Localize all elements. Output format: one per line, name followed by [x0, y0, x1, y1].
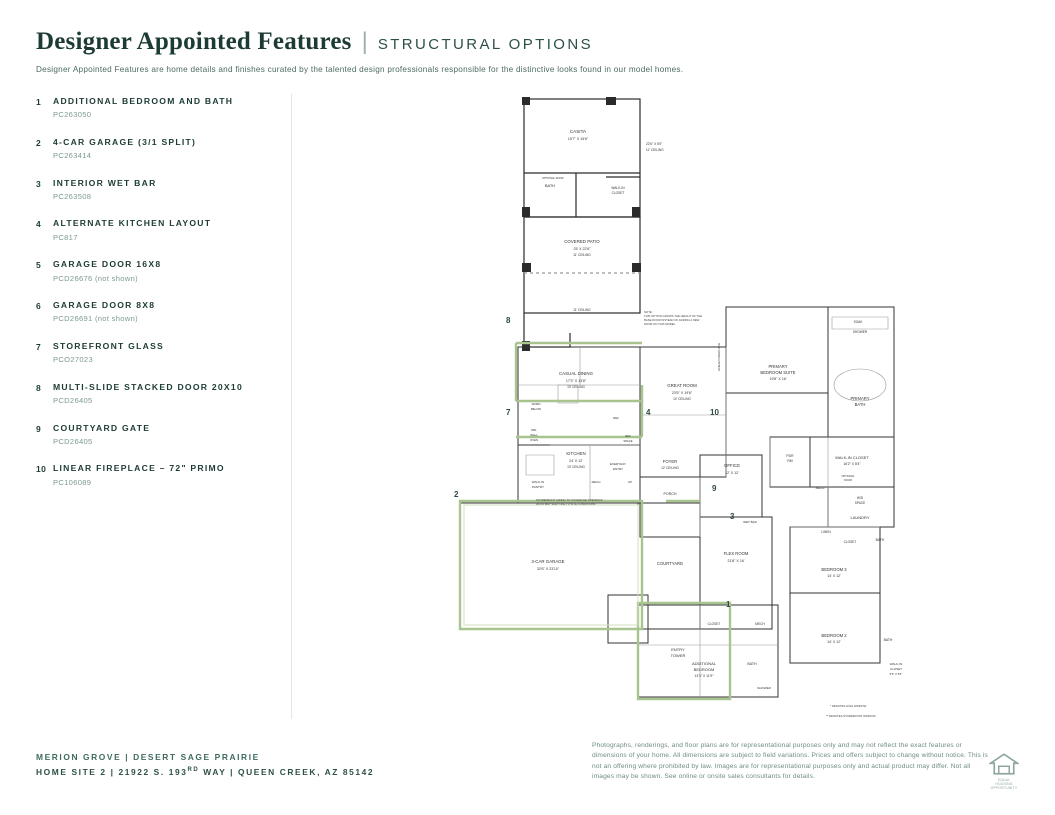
svg-text:25' X 22'6": 25' X 22'6": [573, 247, 591, 251]
svg-text:CLOSET: CLOSET: [889, 667, 903, 671]
option-name: INTERIOR WET BAR: [53, 177, 157, 188]
svg-text:BEDROOM SUITE: BEDROOM SUITE: [760, 370, 796, 375]
list-item: [36, 463, 286, 486]
svg-text:PORCH: PORCH: [663, 492, 677, 496]
svg-text:11' CEILING: 11' CEILING: [646, 148, 664, 152]
svg-text:BATH: BATH: [883, 638, 893, 642]
svg-text:DOOR ON THIS MODEL.: DOOR ON THIS MODEL.: [644, 322, 676, 326]
option-code: PC263508: [53, 191, 92, 201]
svg-text:* DENOTES HIGH WINDOW: * DENOTES HIGH WINDOW: [830, 704, 867, 708]
page-title: Designer Appointed Features: [36, 28, 352, 55]
svg-text:PRIMARY: PRIMARY: [768, 364, 788, 369]
list-item: [36, 137, 286, 160]
svg-text:PANTRY: PANTRY: [532, 485, 544, 489]
svg-text:17'3" X 13'8": 17'3" X 13'8": [565, 379, 587, 383]
footer-disclaimer: Photographs, renderings, and floor plans are for representational purposes only and may not reflect the exact features or dimensions of your home. All dimensions are subject to field variations. Prices and offers subject to change without notice. This is not an offering where prohibited by law. Images are for representational purposes only and actual product may differ. Not all images may be shown. See online or onsite sales consultants for details.: [592, 742, 988, 780]
svg-text:16'2" X 8'4": 16'2" X 8'4": [843, 462, 861, 466]
svg-text:LINEAR FIREPLACE: LINEAR FIREPLACE: [717, 342, 721, 372]
svg-text:WALK-IN: WALK-IN: [531, 480, 545, 484]
svg-text:NOTE:: NOTE:: [644, 310, 653, 314]
option-name: MULTI-SLIDE STACKED DOOR 20X10: [53, 381, 243, 392]
svg-text:9: 9: [712, 484, 717, 493]
title-row: [36, 28, 936, 56]
option-code: PC106089: [53, 477, 92, 487]
svg-text:MECH: MECH: [591, 480, 601, 484]
option-number: 8: [36, 382, 42, 393]
title-divider: |: [361, 28, 368, 55]
header-description: Designer Appointed Features are home details and finishes curated by the talented design professionals responsible for the distinctive looks found in our model homes.: [36, 65, 684, 74]
option-number: 2: [36, 137, 42, 148]
svg-text:RM: RM: [787, 459, 793, 463]
svg-text:BELOW: BELOW: [530, 407, 542, 411]
svg-text:CASUAL DINING: CASUAL DINING: [559, 371, 593, 376]
svg-text:BATH: BATH: [747, 662, 757, 666]
list-item: [36, 259, 286, 282]
svg-text:THIS OPTION GROWS THE HEIGHT O: THIS OPTION GROWS THE HEIGHT OF THE: [644, 314, 703, 318]
svg-text:12' CEILING: 12' CEILING: [661, 466, 679, 470]
svg-text:WORD: WORD: [531, 402, 541, 406]
svg-text:BEDROOM: BEDROOM: [693, 667, 715, 672]
svg-text:BEDROOM 3: BEDROOM 3: [821, 567, 847, 572]
svg-text:8: 8: [506, 316, 511, 325]
svg-text:19'8" X 16': 19'8" X 16': [769, 377, 787, 381]
option-number: 10: [36, 464, 47, 475]
svg-text:DOOR: DOOR: [844, 479, 852, 482]
svg-text:OVEN: OVEN: [530, 438, 538, 442]
svg-text:5'5" X 5'4": 5'5" X 5'4": [889, 672, 903, 676]
option-code: PCD26691 (not shown): [53, 314, 138, 324]
svg-text:11' CEILING: 11' CEILING: [573, 308, 591, 312]
svg-text:REF: REF: [613, 416, 619, 420]
option-code: PCO27023: [53, 355, 93, 365]
svg-text:SHOWER: SHOWER: [852, 330, 868, 334]
svg-text:BEDROOM 2: BEDROOM 2: [821, 633, 847, 638]
svg-text:13'3" X 11'9": 13'3" X 11'9": [694, 674, 714, 678]
option-code: PCD26676 (not shown): [53, 273, 138, 283]
option-code: PCD26405: [53, 436, 93, 446]
svg-text:STOREFRONT HIDING TO COVERAGE: STOREFRONT HIDING TO COVERAGE OPENINGS: [536, 498, 603, 502]
svg-text:COVERED PATIO: COVERED PATIO: [564, 239, 600, 244]
svg-text:11' CEILING: 11' CEILING: [573, 253, 591, 257]
option-number: 7: [36, 341, 42, 352]
house-icon: [989, 751, 1019, 777]
svg-text:23'5" X 19'6": 23'5" X 19'6": [671, 391, 693, 395]
svg-text:FLEX ROOM: FLEX ROOM: [723, 551, 749, 556]
footer-community: MERION GROVE | DESERT SAGE PRAIRIE: [36, 752, 260, 763]
svg-text:** DENOTES STOREFRONT WINDOW: ** DENOTES STOREFRONT WINDOW: [826, 714, 876, 718]
svg-text:BATH: BATH: [854, 402, 866, 407]
svg-text:OFFICE: OFFICE: [723, 463, 741, 468]
vertical-divider: [291, 94, 292, 719]
svg-text:22'6" X 5'0": 22'6" X 5'0": [646, 142, 663, 146]
list-item: [36, 178, 286, 201]
svg-text:CLOSET: CLOSET: [611, 191, 625, 195]
svg-text:CASITA: CASITA: [569, 129, 587, 134]
svg-text:SHOWER: SHOWER: [757, 686, 771, 690]
option-number: 6: [36, 301, 42, 312]
svg-text:EVERYDAY: EVERYDAY: [609, 462, 627, 466]
svg-text:3: 3: [730, 512, 735, 521]
floor-plan: [430, 85, 950, 735]
svg-text:10' CEILING: 10' CEILING: [567, 385, 585, 389]
list-item: [36, 218, 286, 241]
svg-text:PDR: PDR: [786, 454, 794, 458]
svg-text:MECH: MECH: [755, 622, 765, 626]
list-item: [36, 341, 286, 364]
svg-text:WALK-IN: WALK-IN: [889, 662, 903, 666]
equal-housing-opportunity-logo: [989, 751, 1019, 790]
svg-text:LAUNDRY: LAUNDRY: [850, 515, 870, 520]
svg-text:32'6" X 23'10": 32'6" X 23'10": [536, 567, 560, 571]
list-item: [36, 300, 286, 323]
footer-homesite: [36, 765, 374, 779]
svg-text:ADDITIONAL: ADDITIONAL: [691, 661, 717, 666]
svg-text:10: 10: [710, 408, 719, 417]
svg-text:SOAK: SOAK: [853, 320, 863, 324]
svg-text:CLOSET: CLOSET: [843, 540, 857, 544]
svg-text:DBL: DBL: [531, 428, 537, 432]
option-name: GARAGE DOOR 16X8: [53, 259, 162, 270]
svg-text:MECH: MECH: [815, 486, 825, 490]
option-code: PC263414: [53, 151, 92, 161]
svg-text:WALK-IN CLOSET: WALK-IN CLOSET: [835, 455, 869, 460]
svg-text:OPTIONAL: OPTIONAL: [841, 475, 855, 478]
svg-text:15'7" X 15'6": 15'7" X 15'6": [567, 137, 589, 141]
svg-text:2: 2: [454, 490, 459, 499]
svg-text:SPACE: SPACE: [623, 439, 633, 443]
svg-text:12' X 12': 12' X 12': [725, 471, 739, 475]
svg-text:14' X 12': 14' X 12': [827, 574, 841, 578]
svg-text:PRIMARY: PRIMARY: [850, 396, 870, 401]
svg-text:WALK-IN: WALK-IN: [611, 186, 625, 190]
svg-text:10' CEILING: 10' CEILING: [673, 397, 691, 401]
svg-text:KITCHEN: KITCHEN: [566, 451, 586, 456]
svg-text:OPTIONAL DOOR: OPTIONAL DOOR: [542, 177, 564, 180]
option-code: PC817: [53, 232, 78, 242]
option-name: STOREFRONT GLASS: [53, 340, 165, 351]
svg-text:BATH: BATH: [544, 183, 556, 188]
svg-text:10' CEILING: 10' CEILING: [567, 465, 585, 469]
svg-text:TOWER: TOWER: [670, 653, 686, 658]
svg-text:COURTYARD: COURTYARD: [656, 561, 684, 566]
option-name: 4-CAR GARAGE (3/1 SPLIT): [53, 136, 197, 147]
svg-text:FOYER: FOYER: [662, 459, 678, 464]
svg-text:W/D: W/D: [856, 496, 864, 500]
svg-text:BASE DOOR INSTEAD OF ADDING A: BASE DOOR INSTEAD OF ADDING A NEW: [644, 318, 700, 322]
page-header: [36, 28, 936, 74]
option-number: 3: [36, 178, 42, 189]
svg-text:7: 7: [506, 408, 511, 417]
svg-text:WET BAR: WET BAR: [743, 520, 757, 524]
svg-text:UP: UP: [627, 480, 633, 484]
option-number: 1: [36, 97, 42, 107]
option-name: ALTERNATE KITCHEN LAYOUT: [53, 218, 212, 229]
svg-text:14' X 12': 14' X 12': [827, 640, 841, 644]
svg-text:3-CAR GARAGE: 3-CAR GARAGE: [531, 559, 565, 564]
option-name: GARAGE DOOR 8X8: [53, 300, 156, 311]
option-name: COURTYARD GATE: [53, 422, 151, 433]
list-item: [36, 382, 286, 405]
option-number: 9: [36, 423, 42, 434]
svg-text:CLOSET: CLOSET: [707, 622, 721, 626]
svg-text:ENTRY: ENTRY: [671, 647, 685, 652]
footer-homesite-a: HOME SITE 2 | 21922 S. 193: [36, 766, 188, 777]
svg-text:21'8" X 16': 21'8" X 16': [727, 559, 745, 563]
svg-text:REF: REF: [625, 434, 631, 438]
page-subtitle-heading: STRUCTURAL OPTIONS: [377, 36, 593, 53]
svg-text:BATH: BATH: [875, 538, 885, 542]
svg-text:ENTRY: ENTRY: [612, 467, 624, 471]
list-item: [36, 423, 286, 446]
svg-text:LINEN: LINEN: [821, 530, 831, 534]
svg-text:WALL: WALL: [530, 433, 538, 437]
option-code: PC263050: [53, 110, 92, 120]
svg-text:24' X 12': 24' X 12': [569, 459, 583, 463]
option-name: ADDITIONAL BEDROOM AND BATH: [53, 96, 234, 106]
footer-address: [36, 750, 374, 779]
eho-caption: EQUAL HOUSING OPPORTUNITY: [990, 778, 1018, 790]
footer-homesite-b: WAY | QUEEN CREEK, AZ 85142: [199, 766, 375, 777]
svg-text:4: 4: [646, 408, 651, 417]
options-list: [36, 96, 286, 504]
svg-text:SPACE: SPACE: [854, 501, 866, 505]
list-item: [36, 96, 286, 119]
option-number: 5: [36, 260, 42, 271]
svg-text:1: 1: [726, 600, 731, 609]
footer-homesite-sup: RD: [187, 766, 200, 773]
option-code: PCD26405: [53, 396, 93, 405]
option-number: 4: [36, 219, 42, 230]
svg-text:PATIO MAY VARY DUE TO SITE CON: PATIO MAY VARY DUE TO SITE CONDITIONS.: [536, 502, 596, 506]
option-name: LINEAR FIREPLACE – 72" PRIMO: [53, 463, 225, 474]
svg-text:GREAT ROOM: GREAT ROOM: [667, 383, 697, 388]
